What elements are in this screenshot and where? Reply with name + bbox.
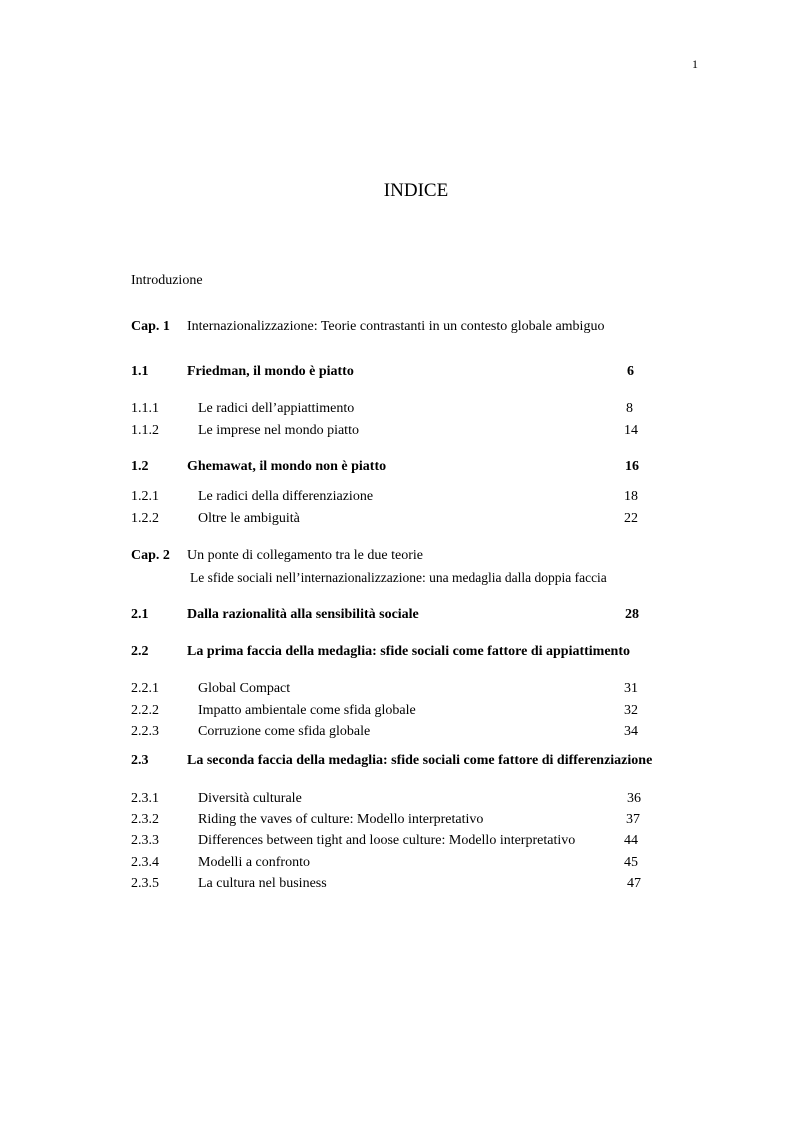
section-2-2-2-page: 32	[624, 703, 638, 718]
section-1-1-title: Friedman, il mondo è piatto	[187, 364, 354, 379]
section-2-2-1-title: Global Compact	[198, 681, 291, 696]
section-2-3-4-title: Modelli a confronto	[198, 855, 310, 870]
section-2-1-page: 28	[625, 607, 639, 622]
section-2-3-5-title: La cultura nel business	[198, 876, 327, 891]
section-2-2-1-page: 31	[624, 681, 638, 696]
section-1-2-2-page: 22	[624, 511, 638, 526]
section-2-3-3-number: 2.3.3	[131, 833, 159, 848]
section-1-1-2-number: 1.1.2	[131, 423, 159, 438]
section-1-2-2-number: 1.2.2	[131, 511, 159, 526]
section-2-3-2-page: 37	[626, 812, 640, 827]
chapter-1-title: Internazionalizzazione: Teorie contrastanti in un contesto globale ambiguo	[187, 319, 605, 334]
section-2-3-5-page: 47	[627, 876, 641, 891]
chapter-2-title: Un ponte di collegamento tra le due teorie	[187, 548, 423, 563]
section-1-2-1-number: 1.2.1	[131, 489, 159, 504]
section-2-3-3-title: Differences between tight and loose culture: Modello interpretativo	[198, 833, 576, 848]
toc-introduction: Introduzione	[131, 273, 203, 288]
section-2-3-number: 2.3	[131, 753, 149, 768]
section-2-3-2-number: 2.3.2	[131, 812, 159, 827]
section-1-1-page: 6	[627, 364, 634, 379]
section-2-3-4-number: 2.3.4	[131, 855, 159, 870]
section-1-1-2-title: Le imprese nel mondo piatto	[198, 423, 359, 438]
section-1-2-1-title: Le radici della differenziazione	[198, 489, 374, 504]
section-2-2-3-title: Corruzione come sfida globale	[198, 724, 371, 739]
section-2-2-2-number: 2.2.2	[131, 703, 159, 718]
section-2-2-3-page: 34	[624, 724, 638, 739]
section-1-1-1-title: Le radici dell’appiattimento	[198, 401, 355, 416]
page-title: INDICE	[383, 180, 449, 201]
page-number: 1	[692, 57, 698, 71]
section-2-3-5-number: 2.3.5	[131, 876, 159, 891]
section-2-3-1-page: 36	[627, 791, 641, 806]
section-2-1-title: Dalla razionalità alla sensibilità sociale	[187, 607, 419, 622]
section-2-3-1-number: 2.3.1	[131, 791, 159, 806]
section-1-1-1-page: 8	[626, 401, 633, 416]
section-2-3-3-page: 44	[624, 833, 638, 848]
section-2-2-2-title: Impatto ambientale come sfida globale	[198, 703, 416, 718]
section-1-2-page: 16	[625, 459, 639, 474]
section-2-2-1-number: 2.2.1	[131, 681, 159, 696]
section-2-2-title: La prima faccia della medaglia: sfide sociali come fattore di appiattimento	[187, 644, 631, 659]
section-2-3-2-title: Riding the vaves of culture: Modello interpretativo	[198, 812, 484, 827]
section-2-2-number: 2.2	[131, 644, 149, 659]
section-1-2-2-title: Oltre le ambiguità	[198, 511, 300, 526]
section-1-2-title: Ghemawat, il mondo non è piatto	[187, 459, 387, 474]
section-1-1-number: 1.1	[131, 364, 149, 379]
chapter-1-label: Cap. 1	[131, 319, 170, 334]
section-1-1-1-number: 1.1.1	[131, 401, 159, 416]
chapter-2-subtitle: Le sfide sociali nell’internazionalizzazione: una medaglia dalla doppia faccia	[190, 570, 607, 585]
section-2-2-3-number: 2.2.3	[131, 724, 159, 739]
section-2-3-1-title: Diversità culturale	[198, 791, 302, 806]
section-1-2-1-page: 18	[624, 489, 638, 504]
section-1-1-2-page: 14	[624, 423, 638, 438]
section-1-2-number: 1.2	[131, 459, 149, 474]
section-2-3-title: La seconda faccia della medaglia: sfide sociali come fattore di differenziazione	[187, 753, 653, 768]
section-2-1-number: 2.1	[131, 607, 149, 622]
section-2-3-4-page: 45	[624, 855, 638, 870]
chapter-2-label: Cap. 2	[131, 548, 170, 563]
